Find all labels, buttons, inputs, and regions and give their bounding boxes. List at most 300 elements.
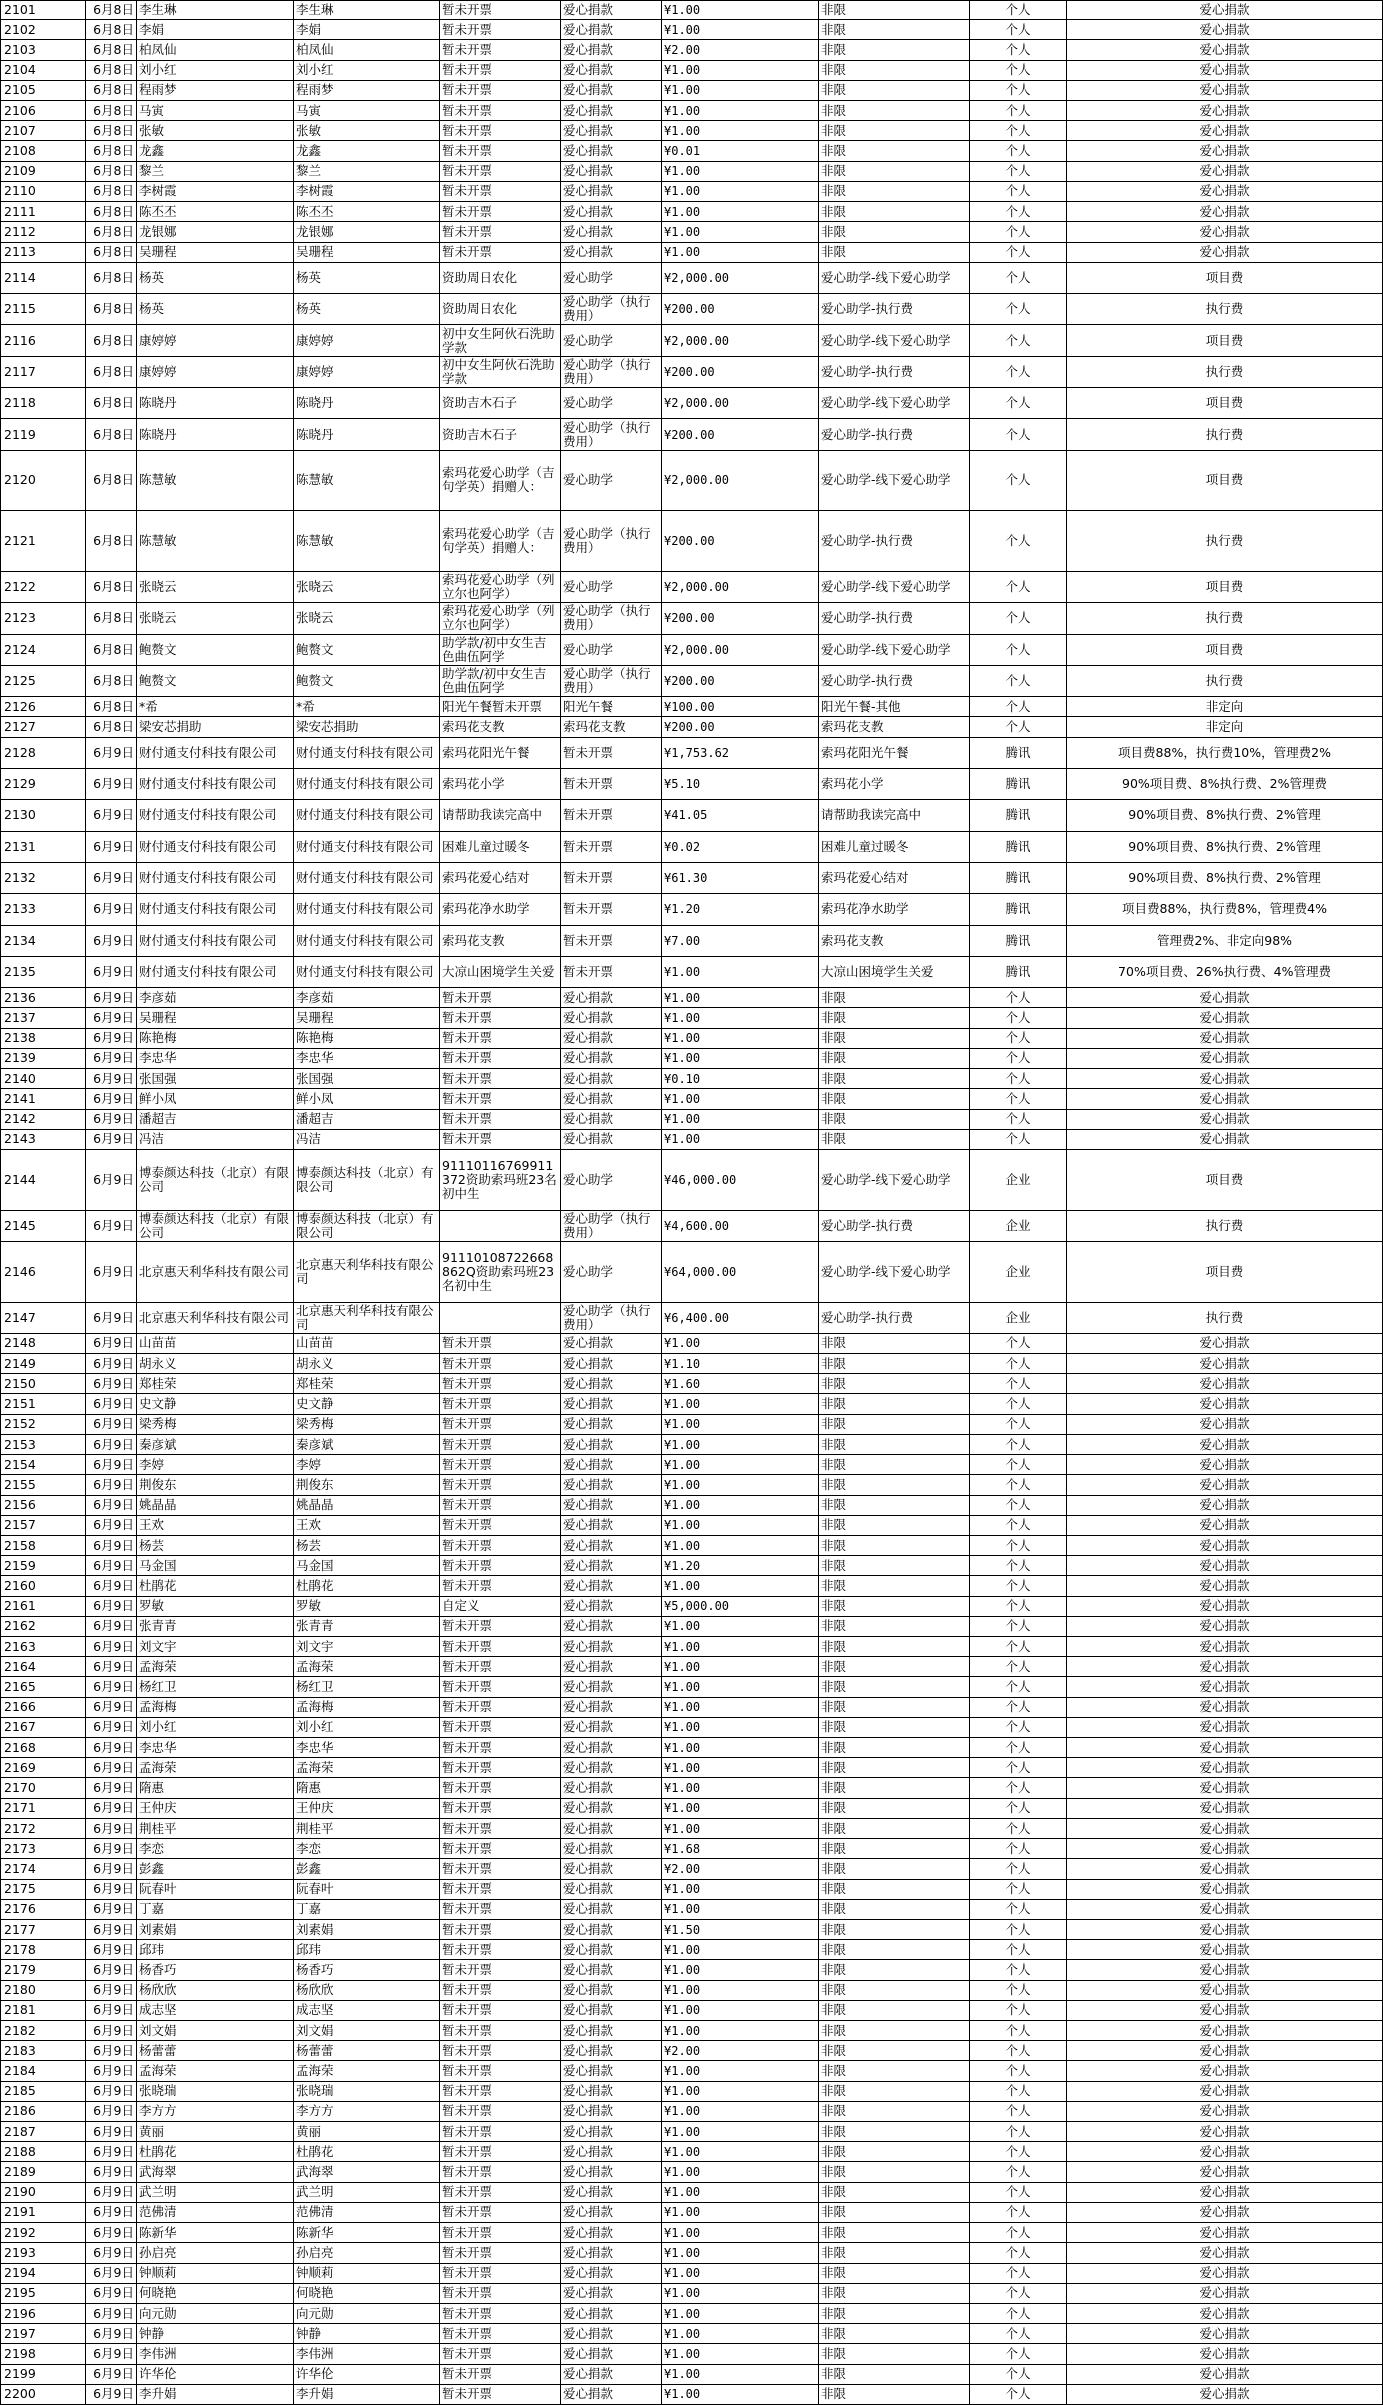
cell-date: 6月8日 bbox=[86, 357, 137, 387]
cell-source: 个人 bbox=[970, 1374, 1067, 1393]
cell-usage: 执行费 bbox=[1067, 666, 1383, 696]
cell-project: 非限 bbox=[819, 2324, 970, 2343]
cell-date: 6月9日 bbox=[86, 1738, 137, 1757]
table-row bbox=[0, 769, 1383, 800]
cell-project: 非限 bbox=[819, 1738, 970, 1757]
cell-donor-signature: 李树霞 bbox=[294, 182, 440, 201]
table-row bbox=[0, 2122, 1383, 2142]
cell-category: 爱心捐款 bbox=[561, 1049, 662, 1068]
cell-donor-name: 成志坚 bbox=[137, 2001, 294, 2020]
cell-usage: 爱心捐款 bbox=[1067, 1536, 1383, 1555]
cell-donor-signature: 冯洁 bbox=[294, 1130, 440, 1149]
cell-amount: ¥2,000.00 bbox=[662, 263, 819, 293]
cell-donor-signature: 程雨梦 bbox=[294, 81, 440, 100]
cell-category: 爱心捐款 bbox=[561, 2122, 662, 2141]
cell-amount: ¥1.00 bbox=[662, 61, 819, 80]
cell-amount: ¥200.00 bbox=[662, 603, 819, 633]
cell-donor-signature: 龙银娜 bbox=[294, 222, 440, 241]
cell-usage: 爱心捐款 bbox=[1067, 1394, 1383, 1413]
cell-category: 爱心捐款 bbox=[561, 2082, 662, 2101]
cell-project: 非限 bbox=[819, 121, 970, 140]
cell-project: 非限 bbox=[819, 1130, 970, 1149]
table-row bbox=[0, 2385, 1383, 2405]
cell-date: 6月8日 bbox=[86, 388, 137, 418]
cell-project: 非限 bbox=[819, 1597, 970, 1616]
cell-source: 企业 bbox=[970, 1211, 1067, 1241]
cell-date: 6月9日 bbox=[86, 769, 137, 799]
cell-source: 个人 bbox=[970, 1677, 1067, 1696]
cell-amount: ¥1.00 bbox=[662, 1900, 819, 1919]
cell-note: 暂未开票 bbox=[440, 1455, 561, 1474]
cell-amount: ¥1.00 bbox=[662, 2122, 819, 2141]
cell-source: 个人 bbox=[970, 1617, 1067, 1636]
cell-project: 非限 bbox=[819, 1617, 970, 1636]
cell-donor-name: 李彦茹 bbox=[137, 988, 294, 1007]
cell-amount: ¥1.00 bbox=[662, 1677, 819, 1696]
cell-donor-name: 黎兰 bbox=[137, 162, 294, 181]
cell-donor-signature: 荆俊东 bbox=[294, 1475, 440, 1494]
cell-project: 非限 bbox=[819, 1576, 970, 1595]
cell-donor-signature: 丁嘉 bbox=[294, 1900, 440, 1919]
cell-serial-number: 2195 bbox=[0, 2284, 86, 2303]
cell-usage: 爱心捐款 bbox=[1067, 243, 1383, 262]
cell-serial-number: 2143 bbox=[0, 1130, 86, 1149]
cell-donor-signature: 梁秀梅 bbox=[294, 1415, 440, 1434]
cell-category: 暂未开票 bbox=[561, 832, 662, 862]
cell-usage: 执行费 bbox=[1067, 419, 1383, 449]
cell-serial-number: 2169 bbox=[0, 1758, 86, 1777]
cell-project: 非限 bbox=[819, 1069, 970, 1088]
cell-donor-signature: 黄丽 bbox=[294, 2122, 440, 2141]
cell-usage: 爱心捐款 bbox=[1067, 1880, 1383, 1899]
cell-amount: ¥2,000.00 bbox=[662, 635, 819, 665]
cell-category: 暂未开票 bbox=[561, 863, 662, 893]
cell-source: 个人 bbox=[970, 2041, 1067, 2060]
cell-amount: ¥0.10 bbox=[662, 1069, 819, 1088]
cell-project: 非限 bbox=[819, 1799, 970, 1818]
cell-category: 爱心捐款 bbox=[561, 1597, 662, 1616]
cell-donor-signature: 孟海荣 bbox=[294, 1758, 440, 1777]
table-row bbox=[0, 1029, 1383, 1049]
cell-project: 爱心助学-执行费 bbox=[819, 666, 970, 696]
cell-donor-signature: 杨英 bbox=[294, 294, 440, 324]
cell-category: 暂未开票 bbox=[561, 738, 662, 768]
cell-donor-signature: 柏凤仙 bbox=[294, 40, 440, 59]
cell-note: 暂未开票 bbox=[440, 1920, 561, 1939]
table-row bbox=[0, 40, 1383, 60]
cell-source: 个人 bbox=[970, 202, 1067, 221]
cell-note: 暂未开票 bbox=[440, 2001, 561, 2020]
cell-usage: 爱心捐款 bbox=[1067, 2385, 1383, 2404]
cell-project: 非限 bbox=[819, 2082, 970, 2101]
cell-donor-signature: 吴珊程 bbox=[294, 1008, 440, 1027]
cell-amount: ¥41.05 bbox=[662, 800, 819, 830]
cell-serial-number: 2150 bbox=[0, 1374, 86, 1393]
cell-category: 爱心捐款 bbox=[561, 1130, 662, 1149]
cell-date: 6月9日 bbox=[86, 800, 137, 830]
cell-usage: 爱心捐款 bbox=[1067, 1940, 1383, 1959]
cell-project: 非限 bbox=[819, 1718, 970, 1737]
cell-usage: 执行费 bbox=[1067, 294, 1383, 324]
cell-amount: ¥1.00 bbox=[662, 1819, 819, 1838]
cell-date: 6月9日 bbox=[86, 1110, 137, 1129]
table-row bbox=[0, 1778, 1383, 1798]
cell-source: 个人 bbox=[970, 2385, 1067, 2404]
cell-donor-name: 孟海梅 bbox=[137, 1698, 294, 1717]
cell-source: 个人 bbox=[970, 2162, 1067, 2181]
cell-note: 暂未开票 bbox=[440, 1859, 561, 1878]
cell-source: 个人 bbox=[970, 451, 1067, 511]
cell-serial-number: 2129 bbox=[0, 769, 86, 799]
cell-donor-name: 陈丕丕 bbox=[137, 202, 294, 221]
cell-date: 6月8日 bbox=[86, 263, 137, 293]
cell-category: 爱心捐款 bbox=[561, 2284, 662, 2303]
cell-date: 6月8日 bbox=[86, 572, 137, 602]
table-row bbox=[0, 1049, 1383, 1069]
cell-amount: ¥1.00 bbox=[662, 2082, 819, 2101]
cell-donor-signature: 鲍赘文 bbox=[294, 635, 440, 665]
cell-usage: 爱心捐款 bbox=[1067, 2344, 1383, 2363]
cell-usage: 爱心捐款 bbox=[1067, 1960, 1383, 1979]
cell-usage: 执行费 bbox=[1067, 1303, 1383, 1333]
cell-source: 个人 bbox=[970, 20, 1067, 39]
cell-source: 个人 bbox=[970, 81, 1067, 100]
cell-donor-signature: 向元勋 bbox=[294, 2304, 440, 2323]
cell-category: 爱心捐款 bbox=[561, 1819, 662, 1838]
cell-source: 腾讯 bbox=[970, 957, 1067, 987]
cell-donor-name: 龙银娜 bbox=[137, 222, 294, 241]
cell-donor-name: 钟顺莉 bbox=[137, 2264, 294, 2283]
cell-amount: ¥1.00 bbox=[662, 2385, 819, 2404]
cell-date: 6月9日 bbox=[86, 1211, 137, 1241]
cell-project: 非限 bbox=[819, 1859, 970, 1878]
cell-note: 暂未开票 bbox=[440, 222, 561, 241]
cell-date: 6月9日 bbox=[86, 2001, 137, 2020]
table-row bbox=[0, 20, 1383, 40]
cell-donor-signature: 史文静 bbox=[294, 1394, 440, 1413]
cell-source: 个人 bbox=[970, 1435, 1067, 1454]
cell-project: 请帮助我读完高中 bbox=[819, 800, 970, 830]
cell-date: 6月9日 bbox=[86, 1130, 137, 1149]
cell-project: 索玛花净水助学 bbox=[819, 894, 970, 924]
cell-source: 个人 bbox=[970, 697, 1067, 716]
cell-serial-number: 2130 bbox=[0, 800, 86, 830]
cell-project: 非限 bbox=[819, 1698, 970, 1717]
cell-date: 6月9日 bbox=[86, 1698, 137, 1717]
table-row bbox=[0, 2041, 1383, 2061]
table-row bbox=[0, 1150, 1383, 1211]
cell-source: 腾讯 bbox=[970, 894, 1067, 924]
cell-date: 6月8日 bbox=[86, 101, 137, 120]
cell-serial-number: 2170 bbox=[0, 1778, 86, 1797]
cell-note bbox=[440, 1211, 561, 1241]
cell-serial-number: 2198 bbox=[0, 2344, 86, 2363]
cell-usage: 70%项目费、26%执行费、4%管理费 bbox=[1067, 957, 1383, 987]
table-row bbox=[0, 1303, 1383, 1334]
cell-project: 索玛花支教 bbox=[819, 717, 970, 736]
cell-date: 6月9日 bbox=[86, 1718, 137, 1737]
cell-amount: ¥2,000.00 bbox=[662, 572, 819, 602]
cell-donor-signature: 马金国 bbox=[294, 1556, 440, 1575]
cell-donor-name: 康婷婷 bbox=[137, 357, 294, 387]
cell-date: 6月8日 bbox=[86, 202, 137, 221]
table-row bbox=[0, 1637, 1383, 1657]
cell-date: 6月9日 bbox=[86, 1778, 137, 1797]
cell-donor-name: 孟海荣 bbox=[137, 1758, 294, 1777]
cell-donor-name: 李伟洲 bbox=[137, 2344, 294, 2363]
cell-source: 腾讯 bbox=[970, 863, 1067, 893]
cell-source: 个人 bbox=[970, 1008, 1067, 1027]
table-row bbox=[0, 1677, 1383, 1697]
cell-usage: 执行费 bbox=[1067, 357, 1383, 387]
cell-project: 非限 bbox=[819, 1839, 970, 1858]
cell-serial-number: 2137 bbox=[0, 1008, 86, 1027]
cell-serial-number: 2157 bbox=[0, 1516, 86, 1535]
table-row bbox=[0, 325, 1383, 356]
cell-usage: 爱心捐款 bbox=[1067, 1738, 1383, 1757]
cell-project: 非限 bbox=[819, 1008, 970, 1027]
cell-source: 个人 bbox=[970, 2324, 1067, 2343]
cell-date: 6月9日 bbox=[86, 1516, 137, 1535]
cell-project: 非限 bbox=[819, 1455, 970, 1474]
cell-donor-signature: 李忠华 bbox=[294, 1738, 440, 1757]
cell-usage: 爱心捐款 bbox=[1067, 1435, 1383, 1454]
cell-source: 腾讯 bbox=[970, 800, 1067, 830]
table-row bbox=[0, 1475, 1383, 1495]
cell-category: 爱心捐款 bbox=[561, 2365, 662, 2384]
cell-note: 暂未开票 bbox=[440, 2122, 561, 2141]
cell-usage: 爱心捐款 bbox=[1067, 1130, 1383, 1149]
cell-amount: ¥2.00 bbox=[662, 1859, 819, 1878]
cell-donor-signature: 陈艳梅 bbox=[294, 1029, 440, 1048]
cell-category: 爱心捐款 bbox=[561, 1536, 662, 1555]
cell-donor-name: 陈慧敏 bbox=[137, 511, 294, 571]
cell-category: 爱心捐款 bbox=[561, 1859, 662, 1878]
cell-amount: ¥1.00 bbox=[662, 1516, 819, 1535]
cell-project: 非限 bbox=[819, 2264, 970, 2283]
cell-serial-number: 2178 bbox=[0, 1940, 86, 1959]
cell-amount: ¥1.00 bbox=[662, 2223, 819, 2242]
cell-note: 资助周日农化 bbox=[440, 294, 561, 324]
cell-donor-signature: 秦彦斌 bbox=[294, 1435, 440, 1454]
cell-date: 6月9日 bbox=[86, 738, 137, 768]
cell-note: 暂未开票 bbox=[440, 1738, 561, 1757]
cell-note: 暂未开票 bbox=[440, 1435, 561, 1454]
cell-note: 暂未开票 bbox=[440, 2324, 561, 2343]
cell-category: 爱心助学（执行费用） bbox=[561, 603, 662, 633]
cell-serial-number: 2166 bbox=[0, 1698, 86, 1717]
cell-category: 爱心捐款 bbox=[561, 182, 662, 201]
cell-date: 6月8日 bbox=[86, 61, 137, 80]
cell-category: 爱心捐款 bbox=[561, 1354, 662, 1373]
table-row bbox=[0, 832, 1383, 863]
cell-date: 6月9日 bbox=[86, 2122, 137, 2141]
cell-note: 资助吉木石子 bbox=[440, 388, 561, 418]
cell-project: 非限 bbox=[819, 1334, 970, 1353]
cell-source: 个人 bbox=[970, 1859, 1067, 1878]
cell-amount: ¥1.00 bbox=[662, 1940, 819, 1959]
cell-source: 个人 bbox=[970, 2122, 1067, 2141]
cell-source: 个人 bbox=[970, 1496, 1067, 1515]
cell-donor-name: 史文静 bbox=[137, 1394, 294, 1413]
cell-usage: 爱心捐款 bbox=[1067, 2264, 1383, 2283]
cell-donor-signature: 鲍赘文 bbox=[294, 666, 440, 696]
cell-donor-signature: 杨香巧 bbox=[294, 1960, 440, 1979]
cell-serial-number: 2168 bbox=[0, 1738, 86, 1757]
cell-note: 暂未开票 bbox=[440, 1496, 561, 1515]
cell-amount: ¥1.00 bbox=[662, 1657, 819, 1676]
cell-serial-number: 2188 bbox=[0, 2142, 86, 2161]
cell-project: 非限 bbox=[819, 81, 970, 100]
cell-note: 索玛花爱心助学（吉句学英）捐赠人： bbox=[440, 511, 561, 571]
cell-note: 暂未开票 bbox=[440, 1089, 561, 1108]
cell-note bbox=[440, 1303, 561, 1333]
cell-usage: 项目费88%，执行费10%，管理费2% bbox=[1067, 738, 1383, 768]
cell-note: 暂未开票 bbox=[440, 162, 561, 181]
cell-amount: ¥1.00 bbox=[662, 243, 819, 262]
cell-note: 暂未开票 bbox=[440, 101, 561, 120]
cell-category: 爱心捐款 bbox=[561, 1839, 662, 1858]
cell-serial-number: 2156 bbox=[0, 1496, 86, 1515]
cell-project: 索玛花阳光午餐 bbox=[819, 738, 970, 768]
cell-category: 爱心助学 bbox=[561, 263, 662, 293]
table-row bbox=[0, 603, 1383, 634]
cell-source: 个人 bbox=[970, 1536, 1067, 1555]
cell-note: 91110116769911372资助索玛班23名初中生 bbox=[440, 1150, 561, 1210]
cell-source: 个人 bbox=[970, 357, 1067, 387]
cell-amount: ¥1.00 bbox=[662, 1698, 819, 1717]
cell-usage: 爱心捐款 bbox=[1067, 101, 1383, 120]
cell-usage: 爱心捐款 bbox=[1067, 2223, 1383, 2242]
cell-donor-name: 吴珊程 bbox=[137, 1008, 294, 1027]
cell-source: 个人 bbox=[970, 2223, 1067, 2242]
cell-project: 非限 bbox=[819, 1900, 970, 1919]
cell-serial-number: 2185 bbox=[0, 2082, 86, 2101]
table-row bbox=[0, 1069, 1383, 1089]
cell-usage: 爱心捐款 bbox=[1067, 141, 1383, 160]
cell-source: 腾讯 bbox=[970, 926, 1067, 956]
cell-project: 非限 bbox=[819, 2041, 970, 2060]
cell-serial-number: 2191 bbox=[0, 2203, 86, 2222]
cell-usage: 爱心捐款 bbox=[1067, 1374, 1383, 1393]
cell-project: 爱心助学-线下爱心助学 bbox=[819, 635, 970, 665]
cell-date: 6月9日 bbox=[86, 1049, 137, 1068]
cell-usage: 90%项目费、8%执行费、2%管理 bbox=[1067, 832, 1383, 862]
cell-serial-number: 2194 bbox=[0, 2264, 86, 2283]
cell-amount: ¥1.00 bbox=[662, 1110, 819, 1129]
cell-note: 暂未开票 bbox=[440, 988, 561, 1007]
cell-amount: ¥1.00 bbox=[662, 988, 819, 1007]
cell-date: 6月9日 bbox=[86, 1008, 137, 1027]
cell-donor-signature: 康婷婷 bbox=[294, 357, 440, 387]
cell-project: 非限 bbox=[819, 1394, 970, 1413]
cell-date: 6月9日 bbox=[86, 1859, 137, 1878]
cell-donor-name: 王欢 bbox=[137, 1516, 294, 1535]
cell-category: 爱心捐款 bbox=[561, 141, 662, 160]
table-row bbox=[0, 1008, 1383, 1028]
cell-source: 企业 bbox=[970, 1303, 1067, 1333]
cell-serial-number: 2171 bbox=[0, 1799, 86, 1818]
cell-note: 暂未开票 bbox=[440, 1617, 561, 1636]
table-row bbox=[0, 1698, 1383, 1718]
cell-donor-name: 财付通支付科技有限公司 bbox=[137, 957, 294, 987]
cell-date: 6月9日 bbox=[86, 1920, 137, 1939]
cell-usage: 项目费 bbox=[1067, 325, 1383, 355]
cell-category: 爱心捐款 bbox=[561, 40, 662, 59]
cell-donor-signature: 博泰颜达科技（北京）有限公司 bbox=[294, 1211, 440, 1241]
cell-donor-name: 杨芸 bbox=[137, 1536, 294, 1555]
cell-source: 个人 bbox=[970, 1516, 1067, 1535]
cell-date: 6月9日 bbox=[86, 2183, 137, 2202]
cell-project: 非限 bbox=[819, 1354, 970, 1373]
cell-category: 爱心捐款 bbox=[561, 202, 662, 221]
table-row bbox=[0, 0, 1383, 20]
cell-date: 6月8日 bbox=[86, 511, 137, 571]
cell-project: 非限 bbox=[819, 2183, 970, 2202]
cell-note: 暂未开票 bbox=[440, 121, 561, 140]
table-row bbox=[0, 1536, 1383, 1556]
cell-source: 个人 bbox=[970, 1738, 1067, 1757]
cell-usage: 爱心捐款 bbox=[1067, 1496, 1383, 1515]
cell-date: 6月9日 bbox=[86, 957, 137, 987]
cell-note: 助学款/初中女生吉色曲伍阿学 bbox=[440, 635, 561, 665]
cell-note: 索玛花爱心助学（吉句学英）捐赠人： bbox=[440, 451, 561, 511]
cell-note: 暂未开票 bbox=[440, 2385, 561, 2404]
cell-serial-number: 2140 bbox=[0, 1069, 86, 1088]
cell-category: 爱心助学 bbox=[561, 572, 662, 602]
cell-source: 个人 bbox=[970, 388, 1067, 418]
table-row bbox=[0, 81, 1383, 101]
cell-project: 爱心助学-执行费 bbox=[819, 1303, 970, 1333]
cell-donor-name: 罗敏 bbox=[137, 1597, 294, 1616]
cell-project: 爱心助学-执行费 bbox=[819, 603, 970, 633]
cell-source: 腾讯 bbox=[970, 738, 1067, 768]
cell-amount: ¥1.68 bbox=[662, 1839, 819, 1858]
cell-usage: 项目费88%，执行费8%，管理费4% bbox=[1067, 894, 1383, 924]
cell-serial-number: 2128 bbox=[0, 738, 86, 768]
cell-date: 6月9日 bbox=[86, 2142, 137, 2161]
cell-note: 暂未开票 bbox=[440, 2082, 561, 2101]
cell-donor-signature: 康婷婷 bbox=[294, 325, 440, 355]
table-row bbox=[0, 1657, 1383, 1677]
cell-source: 个人 bbox=[970, 1, 1067, 19]
cell-donor-signature: 龙鑫 bbox=[294, 141, 440, 160]
cell-note: 索玛花爱心助学（列立尔也阿学） bbox=[440, 603, 561, 633]
cell-category: 爱心捐款 bbox=[561, 1475, 662, 1494]
cell-category: 爱心捐款 bbox=[561, 2324, 662, 2343]
cell-serial-number: 2147 bbox=[0, 1303, 86, 1333]
cell-usage: 爱心捐款 bbox=[1067, 1576, 1383, 1595]
cell-source: 个人 bbox=[970, 1637, 1067, 1656]
cell-note: 暂未开票 bbox=[440, 1778, 561, 1797]
table-row bbox=[0, 451, 1383, 512]
cell-usage: 爱心捐款 bbox=[1067, 1799, 1383, 1818]
cell-serial-number: 2176 bbox=[0, 1900, 86, 1919]
cell-amount: ¥1.00 bbox=[662, 1637, 819, 1656]
cell-usage: 爱心捐款 bbox=[1067, 1556, 1383, 1575]
table-row bbox=[0, 2223, 1383, 2243]
cell-donor-name: 杨英 bbox=[137, 263, 294, 293]
cell-category: 爱心捐款 bbox=[561, 1394, 662, 1413]
cell-project: 索玛花支教 bbox=[819, 926, 970, 956]
cell-usage: 项目费 bbox=[1067, 572, 1383, 602]
cell-note: 阳光午餐暂未开票 bbox=[440, 697, 561, 716]
cell-donor-signature: 孙启亮 bbox=[294, 2243, 440, 2262]
cell-serial-number: 2144 bbox=[0, 1150, 86, 1210]
table-row bbox=[0, 222, 1383, 242]
cell-date: 6月9日 bbox=[86, 1334, 137, 1353]
cell-usage: 非定向 bbox=[1067, 697, 1383, 716]
